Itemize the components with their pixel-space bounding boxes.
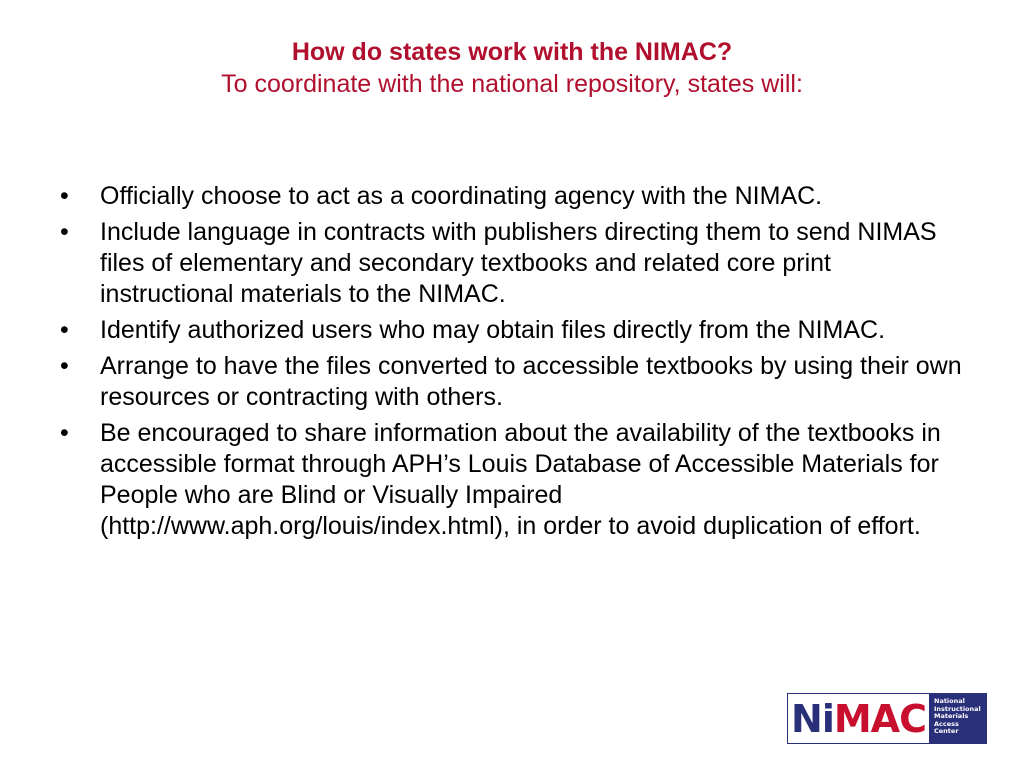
tagline-line: Materials [934,712,969,720]
bullet-marker: • [60,182,69,210]
slide-title: How do states work with the NIMAC? [291,38,733,66]
bullet-text: Identify authorized users who may obtain files directly from the NIMAC. [100,316,886,344]
slide-subtitle: To coordinate with the national repository, states will: [221,70,803,98]
wordmark-mac: MAC [833,696,926,741]
tagline-line: National [934,697,965,705]
bullet-item [60,351,970,413]
slide-title-block [0,36,1024,100]
bullet-text: Include language in contracts with publishers directing them to send NIMAS files of elementary and secondary textbooks and related core print instructional materials to the NIMAC. [100,218,937,308]
bullet-marker: • [60,352,69,380]
bullet-item [60,181,970,212]
bullet-marker: • [60,316,69,344]
bullet-text: Officially choose to act as a coordinating agency with the NIMAC. [100,182,823,210]
bullet-marker: • [60,419,69,447]
bullet-item [60,418,970,542]
bullet-text: Arrange to have the files converted to accessible textbooks by using their own resources or contracting with others. [100,352,962,411]
wordmark-ni: Ni [791,696,834,741]
nimac-wordmark [788,694,931,743]
tagline-line: Access [934,719,959,728]
nimac-tagline [931,694,986,743]
tagline-line: Instructional [934,704,981,713]
nimac-logo [787,693,987,744]
tagline-line: Center [934,727,959,735]
bullet-list [60,181,970,547]
bullet-marker: • [60,218,69,246]
bullet-item [60,315,970,346]
bullet-text: Be encouraged to share information about the availability of the textbooks in accessible format through APH’s Louis Database of Accessible Materials for People who are Blind or Visually Impaired (http://www.aph.org/louis/index.html), in order to avoid duplication of effort. [100,419,941,540]
bullet-item [60,217,970,310]
